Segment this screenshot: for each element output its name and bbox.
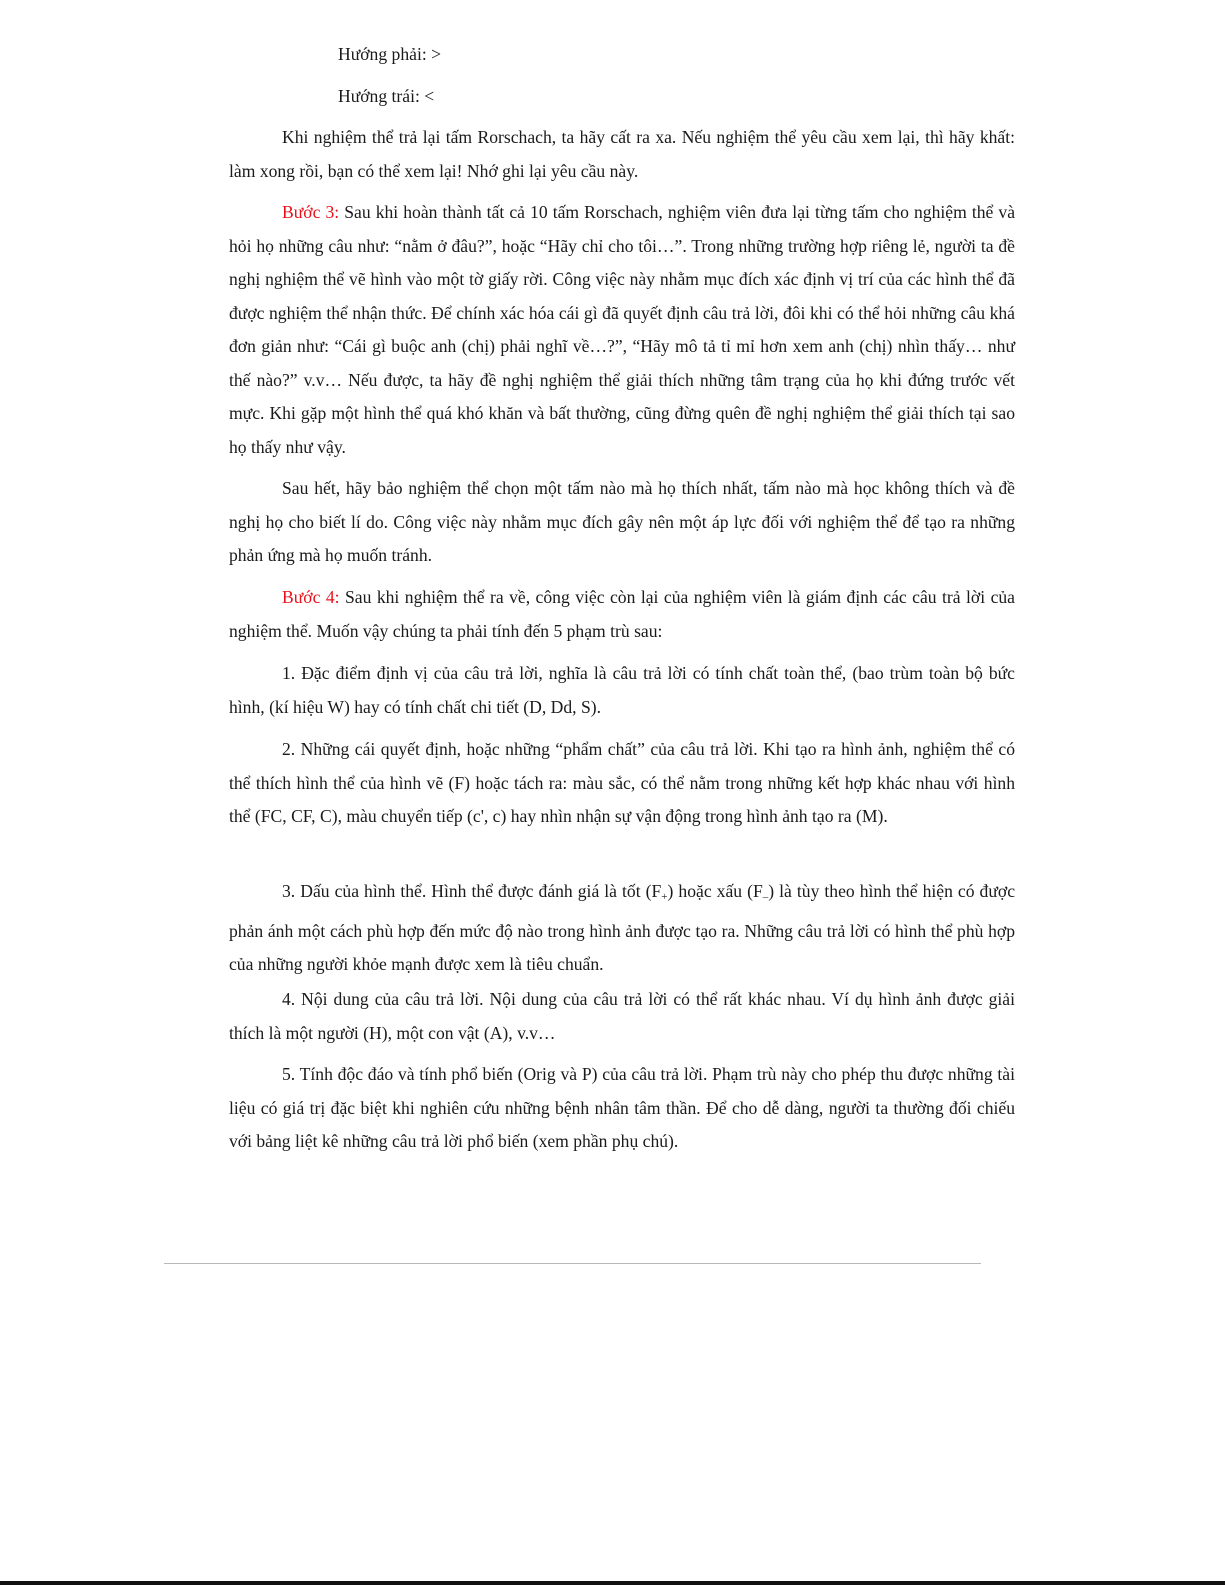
paragraph-return-card: Khi nghiệm thể trả lại tấm Rorschach, ta hãy cất ra xa. Nếu nghiệm thể yêu cầu xem lại, thì hãy khất: làm xong rồi, bạn có thể xem lại! Nhớ ghi lại yêu cầu này.: [229, 127, 1015, 181]
step-3-text: Sau khi hoàn thành tất cả 10 tấm Rorschach, nghiệm viên đưa lại từng tấm cho nghiệm thể và hỏi họ những câu như: “nằm ở đâu?”, hoặc “Hãy chỉ cho tôi…”. Trong những trường hợp riêng lẻ, người ta đề nghị nghiệm thể vẽ hình vào một tờ giấy rời. Công việc này nhằm mục đích xác định vị trí của các hình thể đã được nghiệm thể nhận thức. Để chính xác hóa cái gì đã quyết định câu trả lời, đôi khi có thể hỏi những câu khá đơn giản như: “Cái gì buộc anh (chị) phải nghĩ về…?”, “Hãy mô tả tỉ mỉ hơn xem anh (chị) nhìn thấy… như thế nào?” v.v… Nếu được, ta hãy đề nghị nghiệm thể giải thích những tâm trạng của họ khi đứng trước vết mực. Khi gặp một hình thể quá khó khăn và bất thường, cũng đừng quên đề nghị nghiệm thể giải thích tại sao họ thấy như vậy.: [229, 202, 1016, 457]
list-item-4: 4. Nội dung của câu trả lời. Nội dung của câu trả lời có thể rất khác nhau. Ví dụ hình ảnh được giải thích là một người (H), một con vật (A), v.v…: [229, 989, 1015, 1043]
direction-left: Hướng trái: <: [338, 86, 435, 106]
subscript-minus: –: [762, 891, 769, 903]
subscript-plus: +: [661, 891, 668, 903]
list-item-1: 1. Đặc điểm định vị của câu trả lời, nghĩa là câu trả lời có tính chất toàn thể, (bao trùm toàn bộ bức hình, (kí hiệu W) hay có tính chất chi tiết (D, Dd, S).: [229, 663, 1015, 717]
page-bottom-edge: [0, 1581, 1225, 1585]
direction-right: Hướng phải: >: [338, 44, 442, 64]
list-item-3: 3. Dấu của hình thể. Hình thể được đánh giá là tốt $(F_+)$ hoặc xấu $(F_-)$ là tùy theo hình thể hiện có được phản ánh một cách phù hợp đến mức độ nào trong hình ảnh được tạo ra. Những câu trả lời có hình thể phù hợp của những người khỏe mạnh được xem là tiêu chuẩn.: [229, 881, 1016, 974]
step-4-label: Bước 4:: [282, 587, 340, 607]
list-item-5: 5. Tính độc đáo và tính phổ biến (Orig và P) của câu trả lời. Phạm trù này cho phép thu được những tài liệu có giá trị đặc biệt khi nghiên cứu những bệnh nhân tâm thần. Để cho dễ dàng, người ta thường đối chiếu với bảng liệt kê những câu trả lời phổ biến (xem phần phụ chú).: [229, 1064, 1015, 1151]
list-item-2: 2. Những cái quyết định, hoặc những “phẩm chất” của câu trả lời. Khi tạo ra hình ảnh, nghiệm thể có thể thích hình thể của hình vẽ (F) hoặc tách ra: màu sắc, có thể nằm trong những kết hợp khác nhau với hình thể (FC, CF, C), màu chuyển tiếp (c', c) hay nhìn nhận sự vận động trong hình ảnh tạo ra (M).: [229, 739, 1015, 826]
paragraph-step-3: [229, 196, 1015, 464]
paragraph-step-4: [229, 581, 1015, 648]
step-4-text: Sau khi nghiệm thể ra về, công việc còn lại của nghiệm viên là giám định các câu trả lời của nghiệm thể. Muốn vậy chúng ta phải tính đến 5 phạm trù sau:: [229, 587, 1015, 641]
paragraph-favorite-card: Sau hết, hãy bảo nghiệm thể chọn một tấm nào mà họ thích nhất, tấm nào mà học không thích và đề nghị họ cho biết lí do. Công việc này nhằm mục đích gây nên một áp lực đối với nghiệm thể để tạo ra những phản ứng mà họ muốn tránh.: [229, 478, 1015, 565]
footer-divider: [164, 1263, 981, 1264]
step-3-label: Bước 3:: [282, 202, 340, 222]
